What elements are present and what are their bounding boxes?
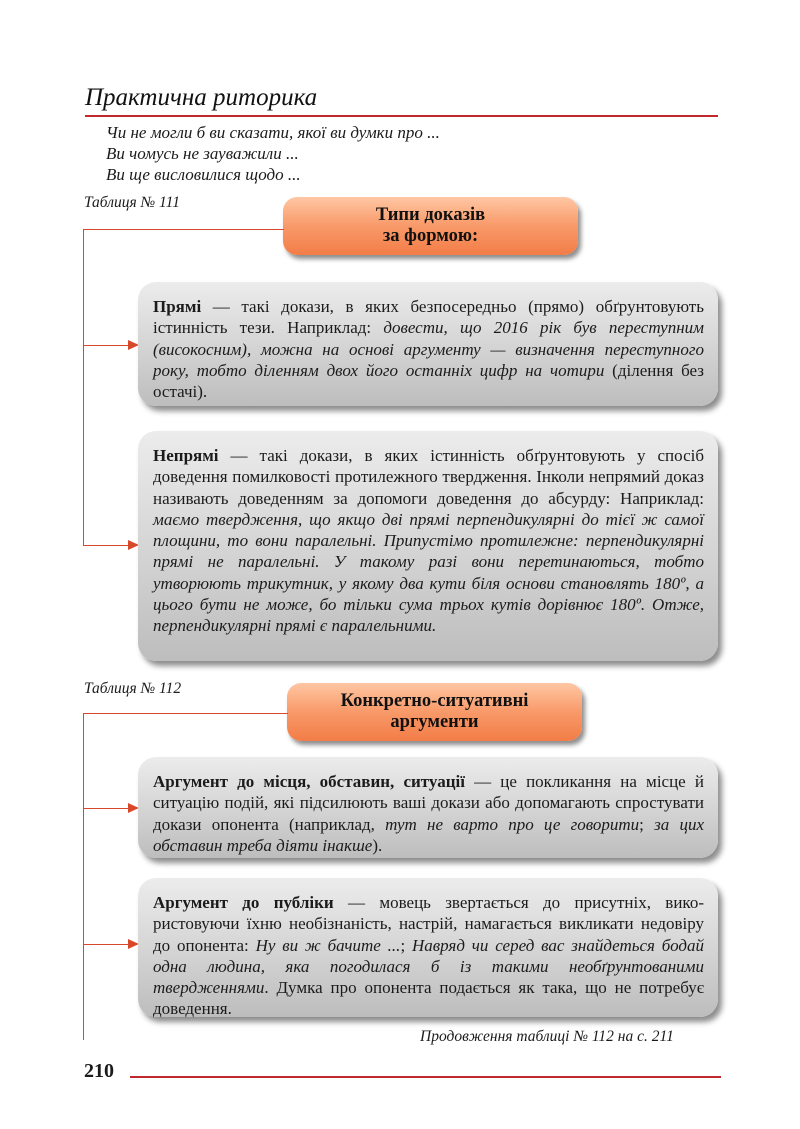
footer-rule (130, 1076, 721, 1078)
definition-text: ; (639, 814, 655, 834)
indirect-proof-card (138, 431, 718, 661)
table-112-title-line: Конкретно-ситуативні (340, 691, 529, 711)
connector-line (84, 808, 130, 809)
audience-argument-card (138, 878, 718, 1017)
example-text: за цих обставин треба діяти інакше (153, 814, 704, 855)
term: Аргумент до місця, обставин, ситуації (153, 772, 465, 791)
header-rule (85, 115, 718, 117)
connector-line (84, 545, 130, 546)
table-111-label: Таблиця № 111 (84, 194, 180, 211)
table-111-title-line: за формою: (382, 226, 479, 246)
example-text: Навряд чи серед вас знайдеться бодай одна людина, яка погодилася б із такими необґрунтованими твердженнями (153, 935, 704, 998)
page-number: 210 (84, 1060, 114, 1082)
definition-text: — це покликання на місце й ситуацію подій, які підсилюють ваші докази або допомагають спростувати докази опонента (наприклад, (153, 772, 704, 834)
place-argument-card (138, 757, 718, 858)
definition-text: — такі докази, в яких істинність обґрунтовують у спосіб доведення помилковості протилежного твердження. Інколи непрямий доказ називають доведенням за допомоги доведення до абсурду: Наприклад: (153, 446, 704, 508)
connector-line (84, 345, 130, 346)
term: Непрямі (153, 446, 219, 465)
definition-text: ; (400, 935, 412, 955)
example-text: маємо твердження, що якщо дві прямі перпендикулярні до тієї ж самої площини, то вони паралельні. Припустімо протилежне: перпендикулярні прямі не паралельні. У такому разі вони перетинаються, тобто утворюють трикутник, у якому два кути біля основи становлять 180º, а цього бути не може, бо тільки сума трьох кутів дорівнює 180º. Отже, перпендикулярні прямі є паралельними. (153, 509, 704, 636)
example-text: тут не варто про це говорити (385, 814, 640, 834)
table-112-title-line: аргументи (390, 712, 479, 732)
connector-line (84, 944, 130, 945)
continuation-note: Продовження таблиці № 112 на с. 211 (420, 1028, 674, 1045)
definition-text: (ділення без остачі). (153, 360, 704, 402)
example-text: довести, що 2016 рік був переступним (високосним), можна на основі аргументу — визначення переступного року, тобто діленням двох його останніх цифр на чотири (153, 318, 705, 380)
table-111-title-line: Типи доказів (375, 205, 486, 225)
table-112-label: Таблиця № 112 (84, 680, 182, 697)
term: Прямі (153, 297, 202, 316)
phrase: Чи не могли б ви сказати, якої ви думки про ... (106, 123, 440, 142)
definition-text: — такі докази, в яких безпосередньо (прямо) обґрунтовують істинність тези. Наприклад: (153, 297, 704, 338)
connector-line (83, 229, 84, 546)
connector-line (84, 713, 288, 714)
connector-line (83, 713, 84, 1040)
example-text: Ну ви ж бачите ... (255, 935, 401, 955)
phrase: Ви ще висловилися щодо ... (106, 165, 301, 184)
table-111-title-box (283, 197, 578, 255)
phrase-list (106, 122, 440, 185)
definition-text: — мовець звертається до присутніх, використовуючи їхню необізнаність, настрій, намагається викликати недовіру до опонента: (153, 893, 704, 955)
section-title: Практична риторика (85, 84, 318, 111)
definition-text: ). (372, 835, 383, 855)
phrase: Ви чомусь не зауважили ... (106, 144, 299, 163)
definition-text: . Думка про опонента подається як така, що не потребує доведення. (153, 978, 704, 1019)
table-112-title-box (287, 683, 582, 741)
connector-line (84, 229, 284, 230)
term: Аргумент до публіки (153, 893, 334, 912)
direct-proof-card (138, 282, 718, 406)
